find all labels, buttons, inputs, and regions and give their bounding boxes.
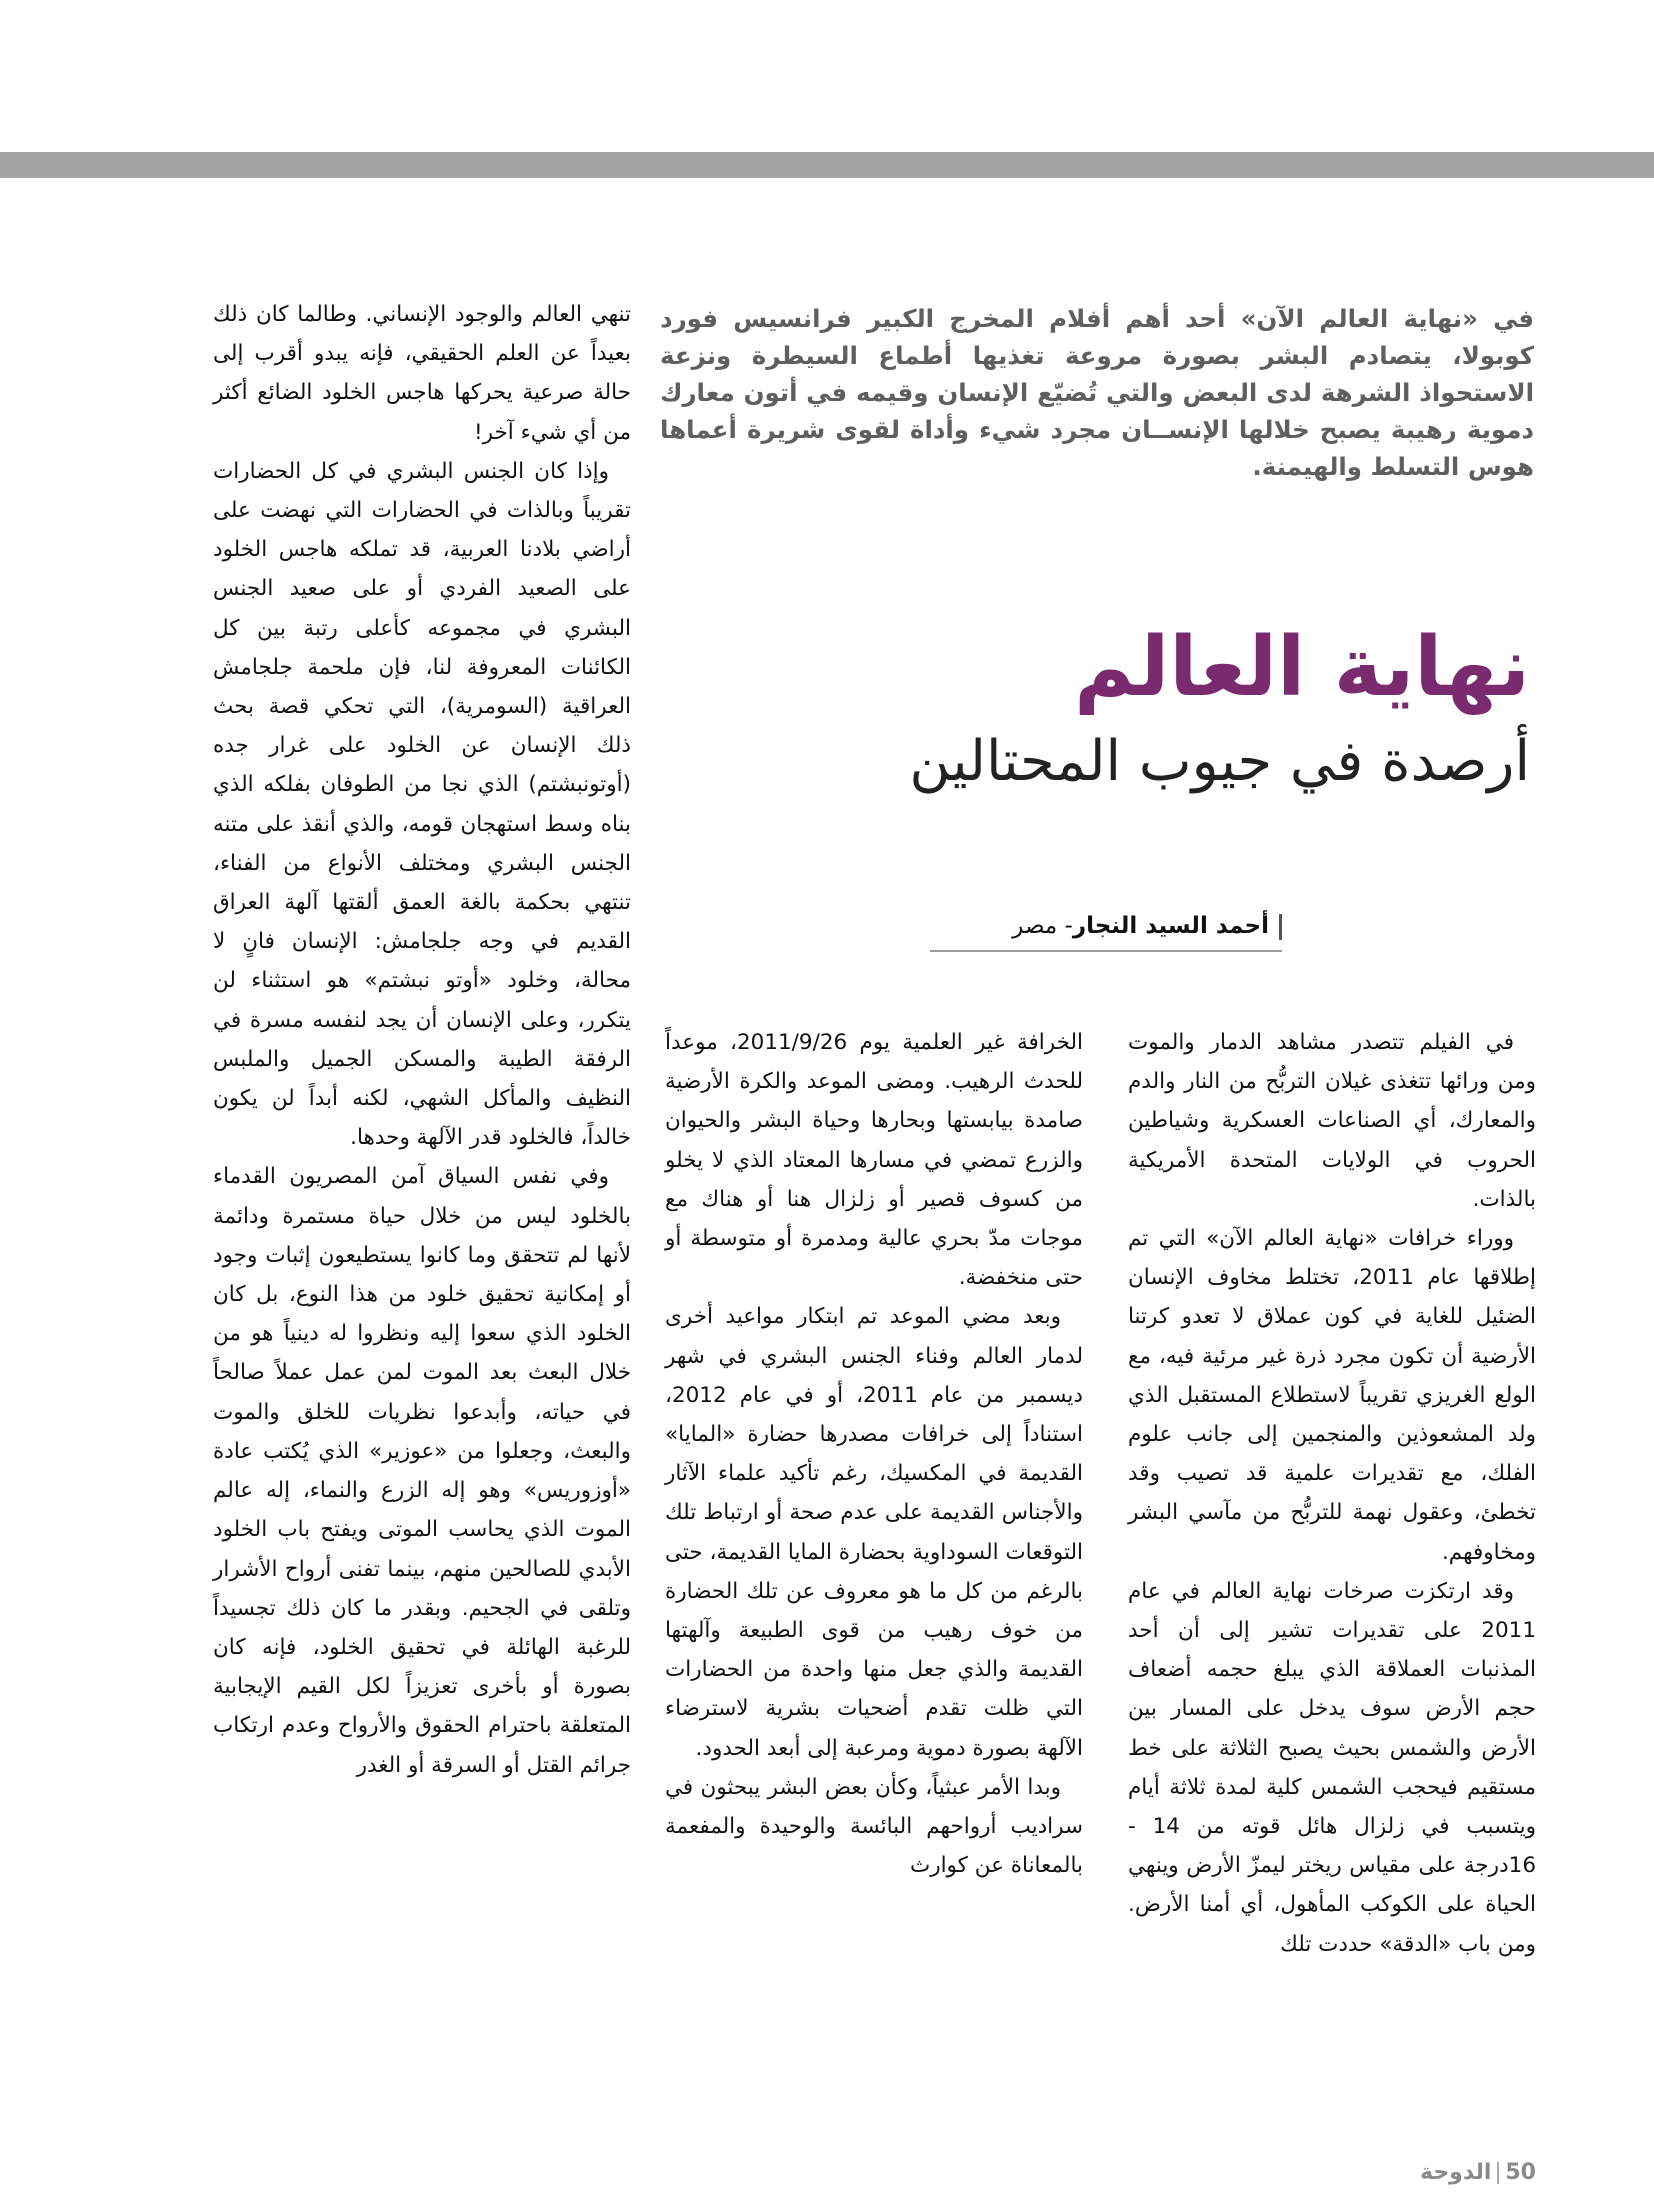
page-footer xyxy=(1370,2160,1536,2185)
paragraph: ووراء خرافات «نهاية العالم الآن» التي تم إطلاقها عام 2011، تختلط مخاوف الإنسان الضئيل للغاية في كون عملاق لا تعدو كرتنا الأرضية أن تكون مجرد ذرة غير مرئية فيه، مع الولع الغريزي تقريباً لاستطلاع المستقبل الذي ولد المشعوذين والمنجمين إلى جانب علوم الفلك، مع تقديرات علمية قد تصيب وقد تخطئ، وعقول نهمة للتربُّح من مآسي البشر ومخاوفهم. xyxy=(1128,1226,1536,1565)
byline xyxy=(930,908,1282,952)
paragraph: وفي نفس السياق آمن المصريون القدماء بالخلود ليس من خلال حياة مستمرة ودائمة لأنها لم تتحقق وما كانوا يستطيعون إثبات وجود أو إمكانية تحقيق خلود من هذا النوع، بل كان الخلود الذي سعوا إليه ونظروا له دينياً هو من خلال البعث بعد الموت لمن عمل عملاً صالحاً في حياته، وأبدعوا نظريات للخلق والموت والبعث، وجعلوا من «عوزير» الذي يُكتب عادة «أوزوريس» وهو إله الزرع والنماء، إله عالم الموت الذي يحاسب الموتى ويفتح باب الخلود الأبدي للصالحين منهم، بينما تفنى أرواح الأشرار وتلقى في الجحيم. وبقدر ما كان ذلك تجسيداً للرغبة الهائلة في تحقيق الخلود، فإنه كان بصورة أو بأخرى تعزيزاً لكل القيم الإيجابية المتعلقة باحترام الحقوق والأرواح وعدم ارتكاب جرائم القتل أو السرقة أو الغدر xyxy=(213,1164,631,1778)
column-middle xyxy=(665,1023,1083,1885)
article-subtitle: أرصدة في جيوب المحتالين xyxy=(909,729,1530,794)
column-right xyxy=(1128,1023,1536,1964)
byline-bar xyxy=(1279,914,1282,940)
author-name: أحمد السيد النجار xyxy=(1072,913,1269,939)
top-gray-bar xyxy=(0,152,1654,178)
paragraph: الخرافة غير العلمية يوم 2011/9/26، موعداً للحدث الرهيب. ومضى الموعد والكرة الأرضية صامدة بيابستها وبحارها وحياة البشر والحيوان والزرع تمضي في مسارها المعتاد الذي لا يخلو من كسوف قصير أو زلزال هنا أو هناك مع موجات مدّ بحري عالية ومدمرة أو متوسطة أو حتى منخفضة. xyxy=(665,1030,1083,1291)
paragraph: في الفيلم تتصدر مشاهد الدمار والموت ومن ورائها تتغذى غيلان التربُّح من النار والدم والمعارك، أي الصناعات العسكرية وشياطين الحروب في الولايات المتحدة الأمريكية بالذات. xyxy=(1128,1030,1536,1212)
paragraph: وقد ارتكزت صرخات نهاية العالم في عام 2011 على تقديرات تشير إلى أن أحد المذنبات العملاقة الذي يبلغ حجمه أضعاف حجم الأرض سوف يدخل على المسار بين الأرض والشمس بحيث يصبح الثلاثة على خط مستقيم فيحجب الشمس كلية لمدة ثلاثة أيام ويتسبب في زلزال هائل قوته من 14 - 16درجة على مقياس ريختر ليمزّ الأرض وينهي الحياة على الكوكب المأهول، أي أمنا الأرض. ومن باب «الدقة» حددت تلك xyxy=(1128,1578,1536,1957)
author-country: - مصر xyxy=(1012,913,1073,939)
column-left xyxy=(213,295,631,1785)
article-intro: في «نهاية العالم الآن» أحد أهم أفلام المخرج الكبير فرانسيس فورد كوبولا، يتصادم البشر بصورة مروعة تغذيها أطماع السيطرة ونزعة الاستحواذ الشرهة لدى البعض والتي تُضيّع الإنسان وقيمه في أتون معارك دموية رهيبة يصبح خلالها الإنســان مجرد شيء وأداة لقوى شريرة أعماها هوس التسلط والهيمنة. xyxy=(660,304,1534,481)
paragraph: وبدا الأمر عبثياً، وكأن بعض البشر يبحثون في سراديب أرواحهم البائسة والوحيدة والمفعمة بالمعاناة عن كوارث xyxy=(665,1774,1083,1879)
magazine-name: الدوحة xyxy=(1419,2160,1492,2185)
footer-separator xyxy=(1497,2162,1499,2184)
article-title: نهاية العالم xyxy=(1074,620,1530,715)
paragraph: وإذا كان الجنس البشري في كل الحضارات تقريباً وبالذات في الحضارات التي نهضت على أراضي بلادنا العربية، قد تملكه هاجس الخلود على الصعيد الفردي أو على صعيد الجنس البشري في مجموعه كأعلى رتبة بين كل الكائنات المعروفة لنا، فإن ملحمة جلجامش العراقية (السومرية)، التي تحكي قصة بحث ذلك الإنسان عن الخلود على غرار جده (أوتونبشتم) الذي نجا من الطوفان بفلكه الذي بناه وسط استهجان قومه، والذي أنقذ على متنه الجنس البشري ومختلف الأنواع من الفناء، تنتهي بحكمة بالغة العمق ألقتها آلهة العراق القديم في وجه جلجامش: الإنسان فانٍ لا محالة، وخلود «أوتو نبشتم» هو استثناء لن يتكرر، وعلى الإنسان أن يجد لنفسه مسرة في الرفقة الطيبة والمسكن الجميل والملبس النظيف والمأكل الشهي، لكنه أبداً لن يكون خالداً، فالخلود قدر الآلهة وحدها. xyxy=(213,458,631,1151)
paragraph: وبعد مضي الموعد تم ابتكار مواعيد أخرى لدمار العالم وفناء الجنس البشري في شهر ديسمبر من عام 2011، أو في عام 2012، استناداً إلى خرافات مصدرها حضارة «المايا» القديمة في المكسيك، رغم تأكيد علماء الآثار والأجناس القديمة على عدم صحة أو ارتباط تلك التوقعات السوداوية بحضارة المايا القديمة، حتى بالرغم من كل ما هو معروف عن تلك الحضارة من خوف رهيب من قوى الطبيعة وآلهتها القديمة والذي جعل منها واحدة من الحضارات التي ظلت تقدم أضحيات بشرية لاسترضاء الآلهة بصورة دموية ومرعبة إلى أبعد الحدود. xyxy=(665,1304,1083,1761)
page-number: 50 xyxy=(1505,2160,1536,2185)
paragraph: تنهي العالم والوجود الإنساني. وطالما كان ذلك بعيداً عن العلم الحقيقي، فإنه يبدو أقرب إلى حالة صرعية يحركها هاجس الخلود الضائع أكثر من أي شيء آخر! xyxy=(213,302,631,445)
